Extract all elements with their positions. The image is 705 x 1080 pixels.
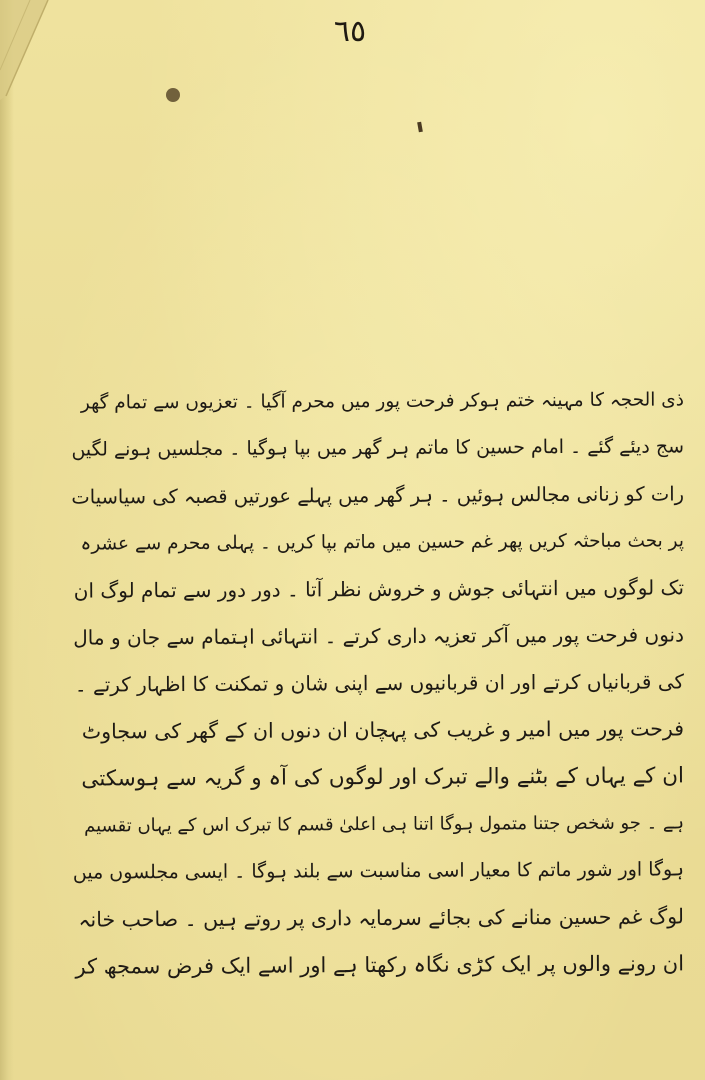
text-line: ہے ۔ جو شخص جتنا متمول ہوگا اتنا ہی اعلیٰ قسم کا تبرک اس کے یہاں تقسیم (84, 812, 685, 837)
ink-mark (417, 122, 423, 133)
text-line: رات کو زنانی مجالس ہوئیں ۔ ہر گھر میں پہلے عورتیں قصبہ کی سیاسیات (71, 482, 685, 509)
text-line: دنوں فرحت پور میں آکر تعزیہ داری کرتے ۔ انتہائی اہتمام سے جان و مال (73, 622, 685, 650)
text-line: پر بحث مباحثہ کریں پھر غم حسین میں ماتم بپا کریں ۔ پہلی محرم سے عشرہ (80, 530, 685, 555)
text-line: ان رونے والوں پر ایک کڑی نگاہ رکھتا ہے اور اسے ایک فرض سمجھ کر (75, 951, 685, 979)
page-number: ٦٥ (333, 14, 367, 49)
body-text (70, 378, 684, 989)
text-line: سج دیئے گئے ۔ امام حسین کا ماتم ہر گھر میں بپا ہوگیا ۔ مجلسیں ہونے لگیں (71, 435, 685, 461)
text-line: ہوگا اور شور ماتم کا معیار اسی مناسبت سے بلند ہوگا ۔ ایسی مجلسوں میں (72, 858, 685, 884)
text-line: ذی الحجہ کا مہینہ ختم ہوکر فرحت پور میں محرم آگیا ۔ تعزیوں سے تمام گھر (80, 389, 685, 414)
text-line: ان کے یہاں کے بٹنے والے تبرک اور لوگوں کی آہ و گریہ سے ہوسکتی (81, 763, 685, 792)
text-line: لوگ غم حسین منانے کی بجائے سرمایہ داری پر روتے ہیں ۔ صاحب خانہ (78, 904, 685, 932)
ink-blot (166, 88, 180, 102)
page-left-edge (0, 0, 14, 1080)
folded-corner (0, 0, 70, 110)
text-line: تک لوگوں میں انتہائی جوش و خروش نظر آتا ۔ دور دور سے تمام لوگ ان (73, 575, 685, 603)
text-line: کی قربانیاں کرتے اور ان قربانیوں سے اپنی شان و تمکنت کا اظہار کرتے ۔ (74, 669, 685, 697)
text-line: فرحت پور میں امیر و غریب کی پہچان ان دنوں ان کے گھر کی سجاوٹ (81, 716, 685, 744)
